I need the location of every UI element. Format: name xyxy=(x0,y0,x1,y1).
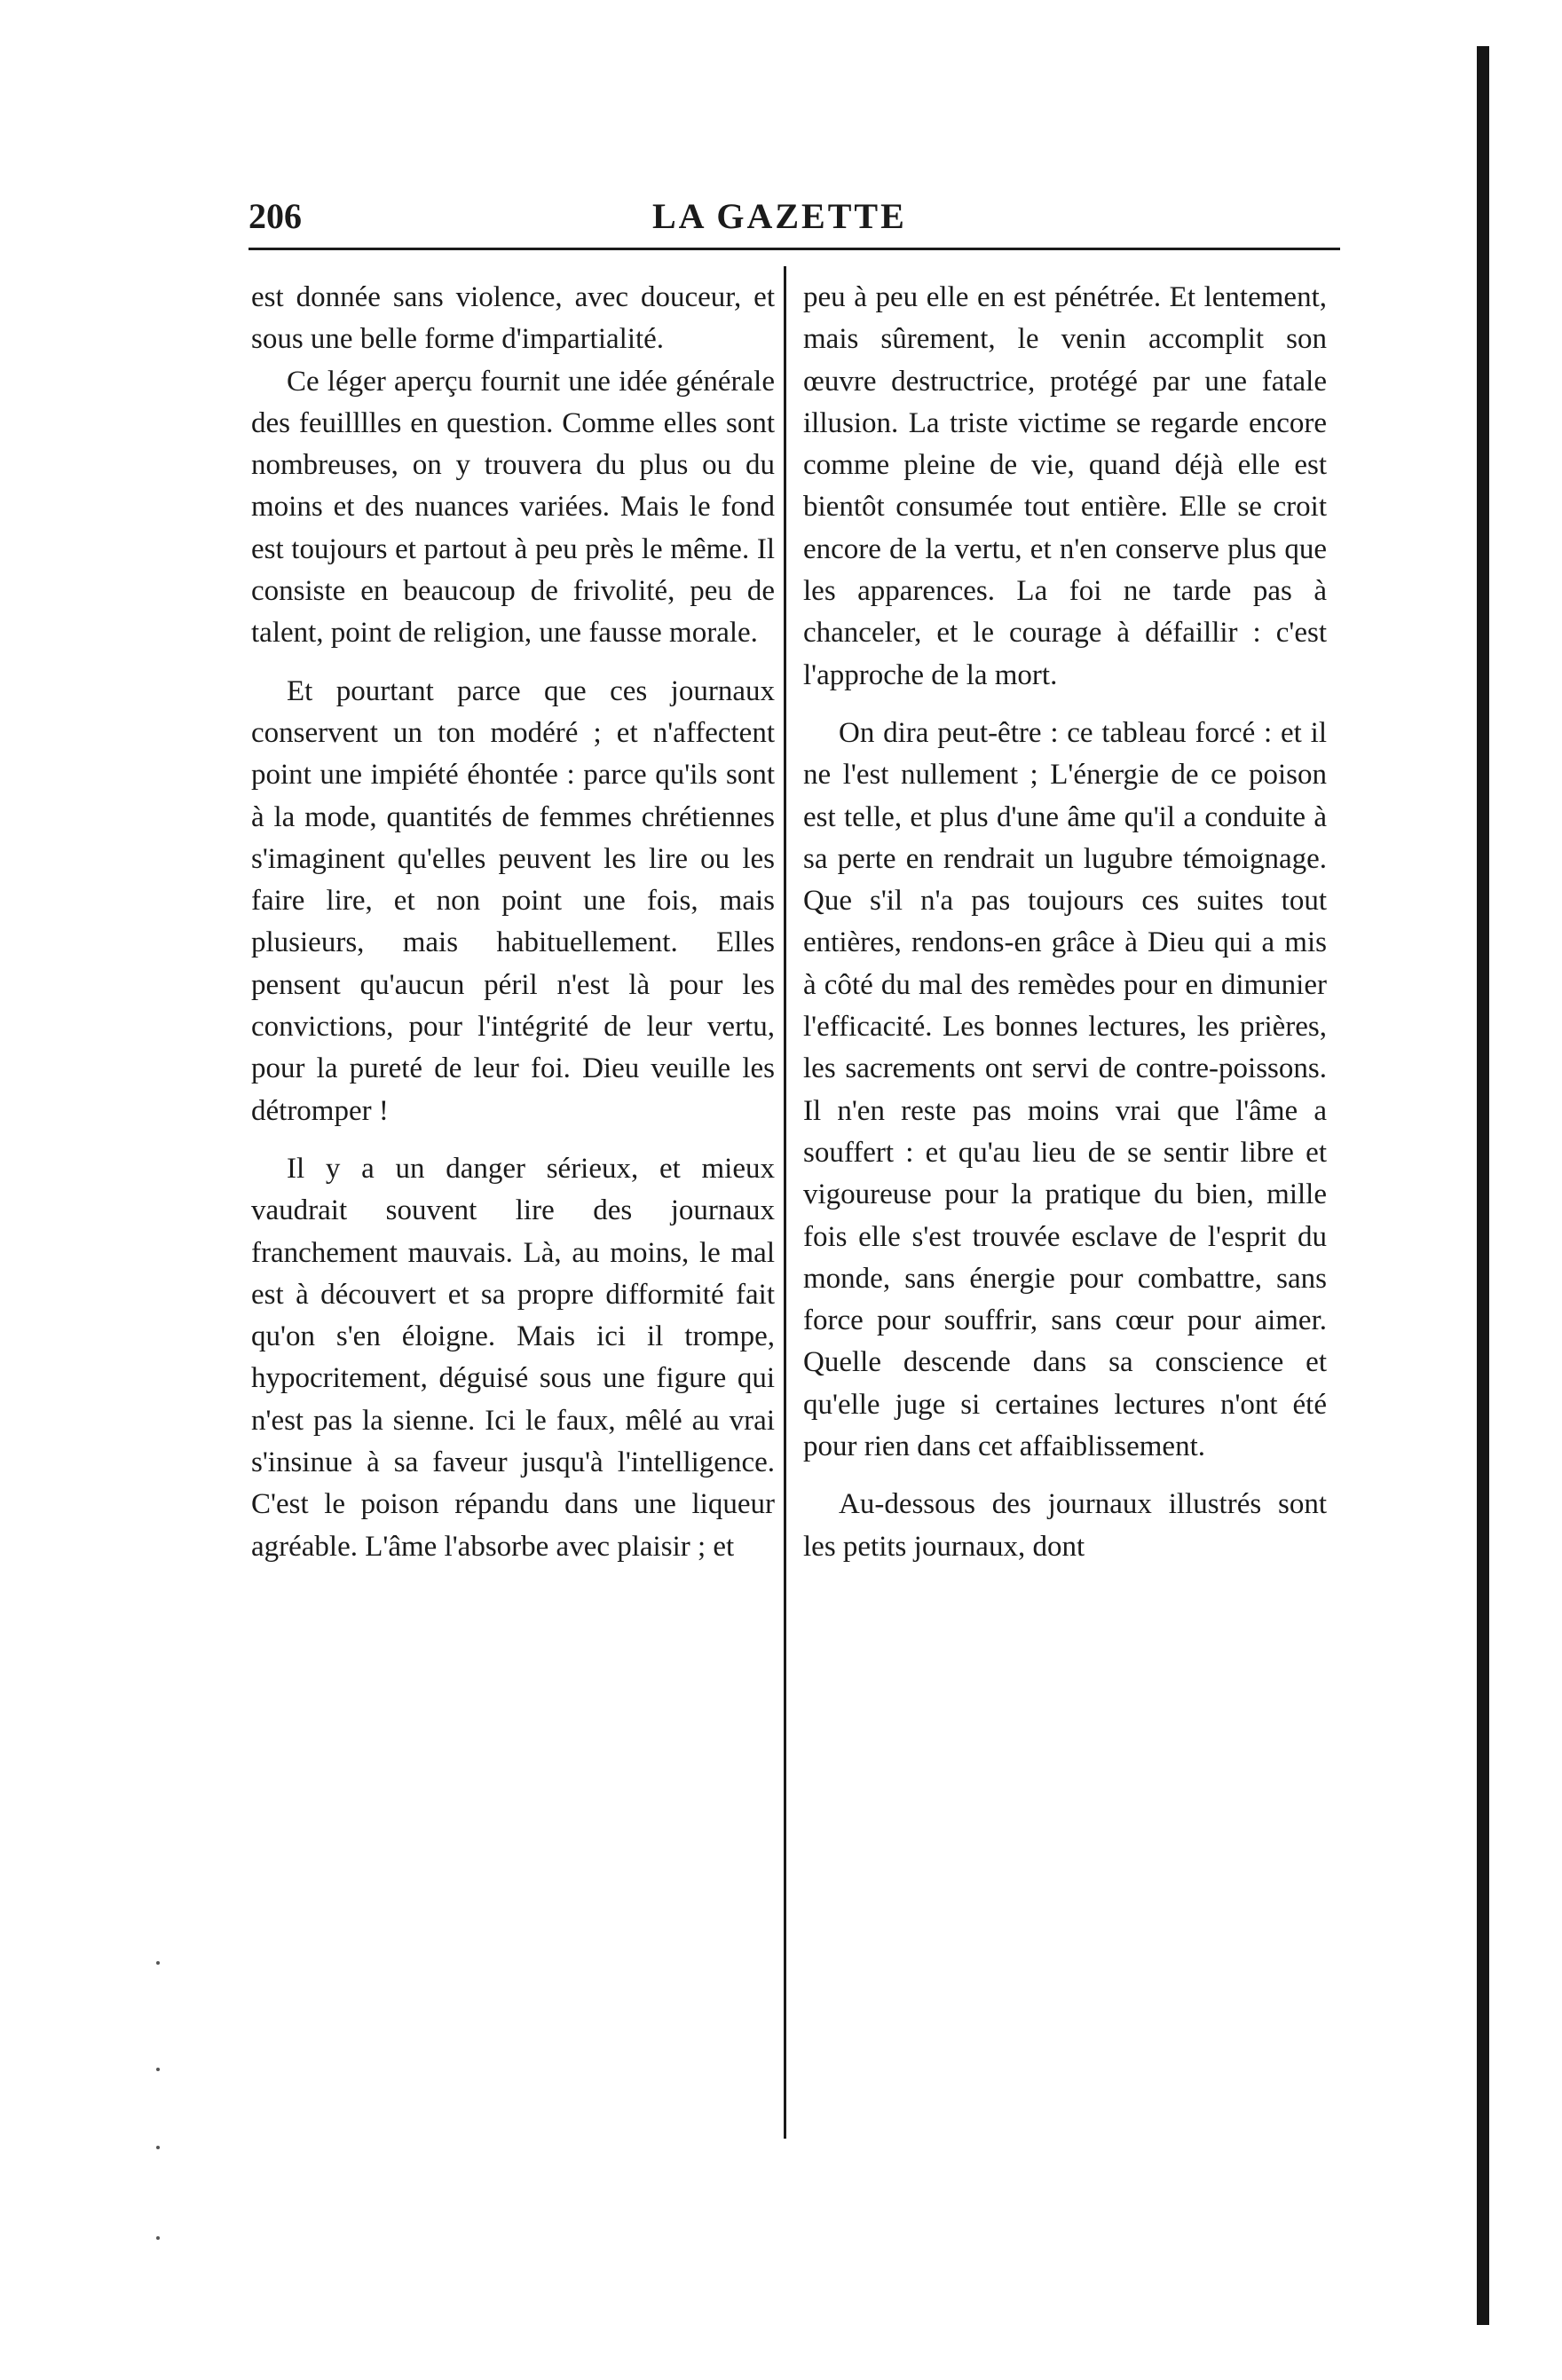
scan-speck xyxy=(156,1961,160,1965)
page-header xyxy=(248,195,1340,240)
scan-speck xyxy=(156,2236,160,2240)
paragraph: Il y a un danger sérieux, et mieux vaudrait souvent lire des journaux franchement mauvais. Là, au moins, le mal est à découvert et sa propre difformité fait qu'on s'en éloigne. Mais ici il trompe, hypocritement, déguisé sous une figure qui n'est pas la sienne. Ici le faux, mêlé au vrai s'insinue à sa faveur jusqu'à l'intelligence. C'est le poison répandu dans une liqueur agréable. L'âme l'absorbe avec plaisir ; et xyxy=(251,1152,775,1563)
column-rule xyxy=(784,266,786,2139)
scan-speck xyxy=(156,2068,160,2071)
page-number: 206 xyxy=(248,196,302,236)
paragraph: On dira peut-être : ce tableau forcé : et il ne l'est nullement ; L'énergie de ce poison est telle, et plus d'une âme qu'il a conduite à sa perte en rendrait un lugubre témoignage. Que s'il n'a pas toujours ces suites tout entières, rendons-en grâce à Dieu qui a mis à côté du mal des remèdes pour en dimunier l'efficacité. Les bonnes lectures, les prières, les sacrements ont servi de contre-poissons. Il n'en reste pas moins vrai que l'âme a souffert : et qu'au lieu de se sentir libre et vigoureuse pour la pratique du bien, mille fois elle s'est trouvée esclave de l'esprit du monde, sans énergie pour combattre, sans force pour souffrir, sans cœur pour aimer. Quelle descende dans sa conscience et qu'elle juge si certaines lectures n'ont été pour rien dans cet affaiblissement. xyxy=(803,716,1327,1463)
paragraph: Au-dessous des journaux illustrés sont les petits journaux, dont xyxy=(803,1488,1327,1563)
paragraph: est donnée sans violence, avec douceur, et sous une belle forme d'impartialité. xyxy=(251,281,775,356)
paragraph: Ce léger aperçu fournit une idée générale des feuilllles en question. Comme elles sont nombreuses, on y trouvera du plus ou du moins et des nuances variées. Mais le fond est toujours et partout à peu près le même. Il consiste en beaucoup de frivolité, peu de talent, point de religion, une fausse morale. xyxy=(251,365,775,650)
scanned-page-edge xyxy=(1477,46,1489,2325)
header-rule xyxy=(248,248,1340,250)
paragraph: peu à peu elle en est pénétrée. Et lentement, mais sûrement, le venin accomplit son œuvre destructrice, protégé par une fatale illusion. La triste victime se regarde encore comme pleine de vie, quand déjà elle est bientôt consumée tout entière. Elle se croit encore de la vertu, et n'en conserve plus que les apparences. La foi ne tarde pas à chanceler, et le courage à défaillir : c'est l'approche de la mort. xyxy=(803,281,1327,691)
paragraph: Et pourtant parce que ces journaux conservent un ton modéré ; et n'affectent point une impiété éhontée : parce qu'ils sont à la mode, quantités de femmes chrétiennes s'imaginent qu'elles peuvent les lire ou les faire lire, et non point une fois, mais plusieurs, mais habituellement. Elles pensent qu'aucun péril n'est là pour les convictions, pour l'intégrité de leur vertu, pour la pureté de leur foi. Dieu veuille les détromper ! xyxy=(251,674,775,1127)
scan-speck xyxy=(156,2146,160,2149)
running-head: LA GAZETTE xyxy=(652,196,907,236)
right-column xyxy=(803,277,1327,1568)
left-column xyxy=(251,277,775,1568)
